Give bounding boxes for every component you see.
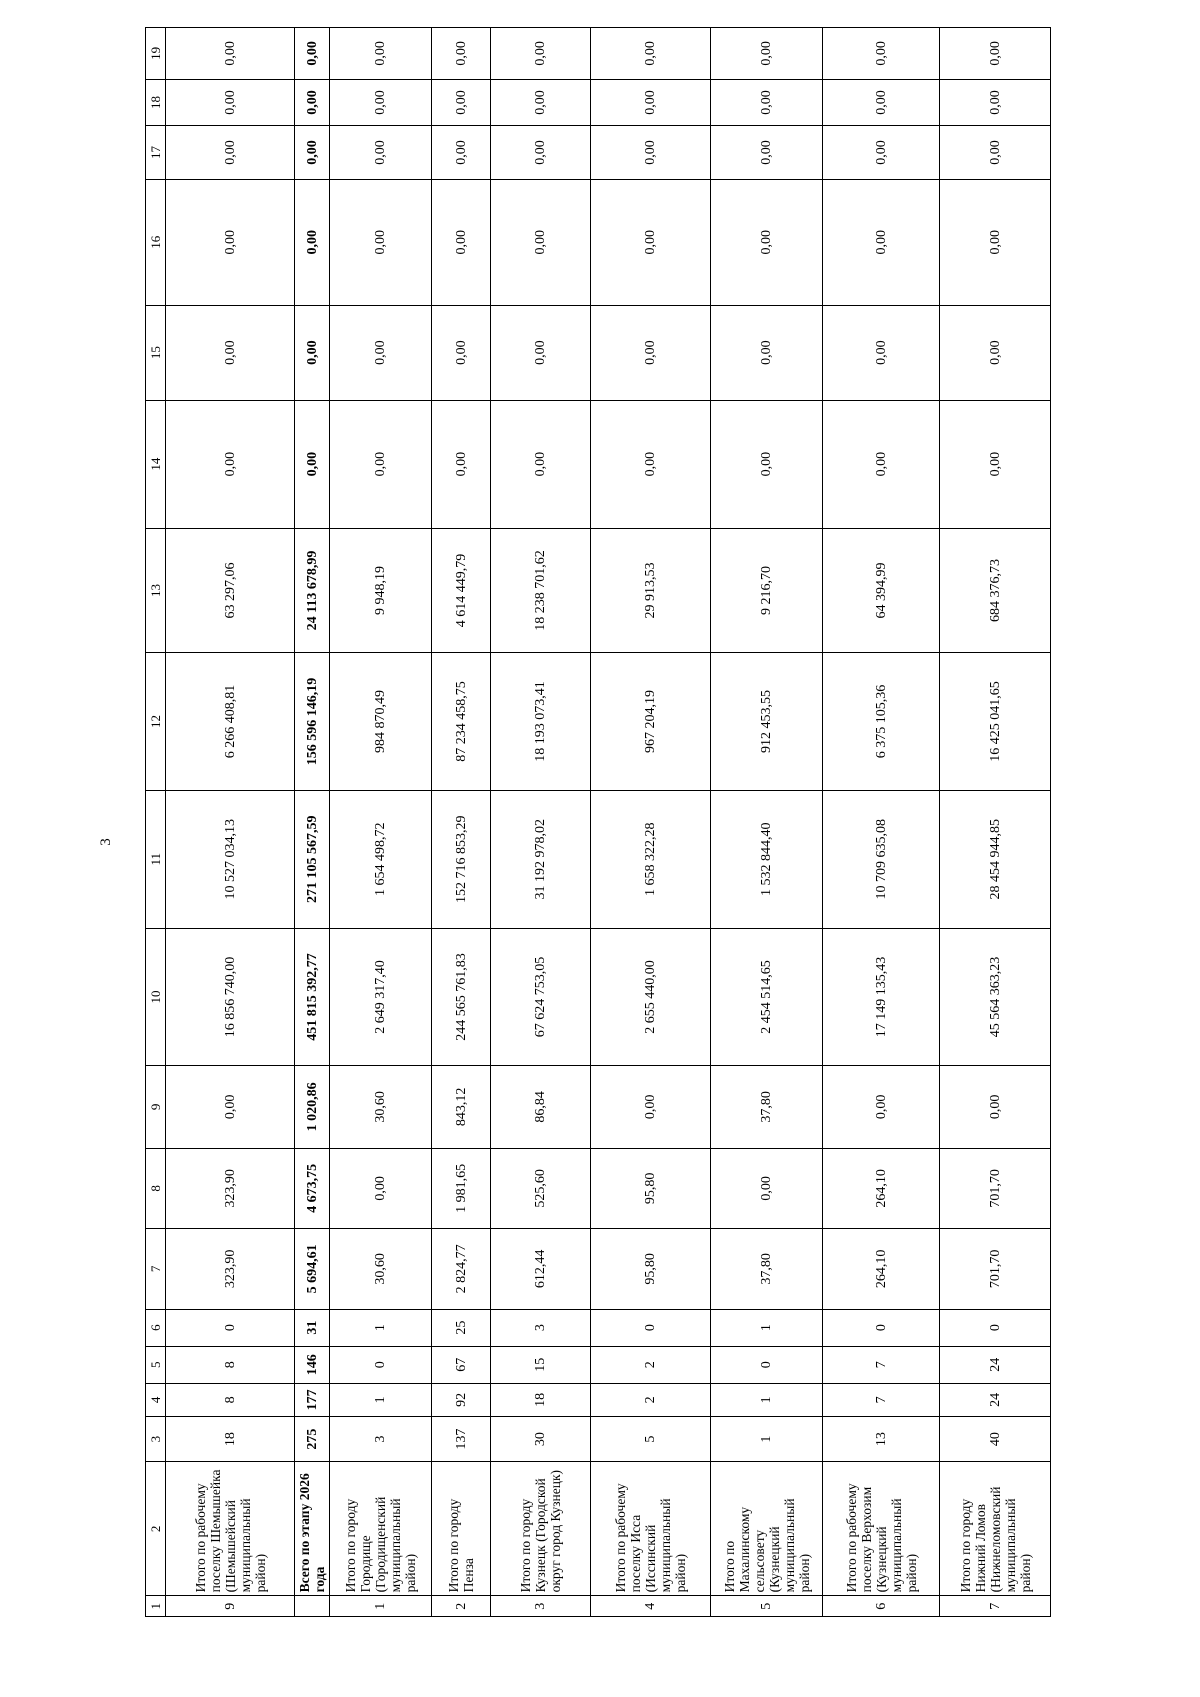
value-cell: 6 375 105,36 (823, 653, 940, 790)
value-cell: 9 948,19 (330, 528, 432, 653)
value-cell: 684 376,73 (940, 528, 1051, 653)
value-cell: 264,10 (823, 1148, 940, 1228)
value-cell: 5 (591, 1416, 711, 1461)
value-cell: 1 (711, 1416, 823, 1461)
value-cell: 37,80 (711, 1229, 823, 1309)
value-cell: 0,00 (295, 179, 330, 305)
value-cell: 0,00 (491, 305, 591, 400)
column-number: 13 (146, 528, 166, 653)
row-number-cell: 1 (330, 1596, 432, 1617)
row-label-cell: Итого по рабочему поселку Верхозим (Кузнецкий муниципальный район) (823, 1462, 940, 1596)
value-cell: 701,70 (940, 1229, 1051, 1309)
value-cell: 843,12 (432, 1066, 491, 1149)
row-label-cell: Итого по городу Нижний Ломов (Нижнеломовский муниципальный район) (940, 1462, 1051, 1596)
rotated-table-wrapper (145, 27, 1051, 1617)
value-cell: 0,00 (940, 179, 1051, 305)
page-number: 3 (98, 838, 114, 846)
value-cell: 1 981,65 (432, 1148, 491, 1228)
value-cell: 0,00 (940, 305, 1051, 400)
value-cell: 525,60 (491, 1148, 591, 1228)
column-number: 2 (146, 1462, 166, 1596)
row-number-cell: 2 (432, 1596, 491, 1617)
value-cell: 63 297,06 (166, 528, 295, 653)
value-cell: 0,00 (432, 126, 491, 180)
value-cell: 0,00 (330, 400, 432, 528)
value-cell: 0,00 (591, 79, 711, 125)
value-cell: 0,00 (823, 79, 940, 125)
value-cell: 8 (166, 1346, 295, 1383)
value-cell: 30,60 (330, 1066, 432, 1149)
column-number: 7 (146, 1229, 166, 1309)
value-cell: 0,00 (711, 1148, 823, 1228)
column-number: 16 (146, 179, 166, 305)
value-cell: 0,00 (330, 1148, 432, 1228)
value-cell: 24 (940, 1383, 1051, 1416)
column-number: 4 (146, 1383, 166, 1416)
value-cell: 24 113 678,99 (295, 528, 330, 653)
value-cell: 0,00 (330, 305, 432, 400)
value-cell: 2 824,77 (432, 1229, 491, 1309)
table-row (432, 28, 491, 1617)
row-number-cell: 4 (591, 1596, 711, 1617)
value-cell: 37,80 (711, 1066, 823, 1149)
column-number: 19 (146, 28, 166, 80)
value-cell: 146 (295, 1346, 330, 1383)
value-cell: 29 913,53 (591, 528, 711, 653)
value-cell: 0,00 (591, 305, 711, 400)
value-cell: 0,00 (711, 126, 823, 180)
value-cell: 0,00 (491, 179, 591, 305)
value-cell: 0 (940, 1309, 1051, 1346)
table-row (166, 28, 295, 1617)
column-number-row (146, 28, 166, 1617)
column-number: 5 (146, 1346, 166, 1383)
value-cell: 0,00 (166, 179, 295, 305)
value-cell: 2 649 317,40 (330, 928, 432, 1065)
column-number: 11 (146, 790, 166, 928)
table-row (491, 28, 591, 1617)
value-cell: 1 (330, 1309, 432, 1346)
value-cell: 40 (940, 1416, 1051, 1461)
value-cell: 0,00 (295, 305, 330, 400)
value-cell: 17 149 135,43 (823, 928, 940, 1065)
value-cell: 271 105 567,59 (295, 790, 330, 928)
value-cell: 86,84 (491, 1066, 591, 1149)
value-cell: 95,80 (591, 1229, 711, 1309)
value-cell: 0,00 (295, 400, 330, 528)
column-number: 18 (146, 79, 166, 125)
value-cell: 967 204,19 (591, 653, 711, 790)
table-row (940, 28, 1051, 1617)
column-number: 8 (146, 1148, 166, 1228)
value-cell: 1 (711, 1383, 823, 1416)
row-label-cell: Итого по рабочему поселку Шемышейка (Шемышейский муниципальный район) (166, 1462, 295, 1596)
table-body (146, 28, 1051, 1617)
value-cell: 0,00 (940, 126, 1051, 180)
table-row (711, 28, 823, 1617)
value-cell: 612,44 (491, 1229, 591, 1309)
value-cell: 64 394,99 (823, 528, 940, 653)
column-number: 14 (146, 400, 166, 528)
value-cell: 2 454 514,65 (711, 928, 823, 1065)
value-cell: 10 527 034,13 (166, 790, 295, 928)
value-cell: 0,00 (330, 179, 432, 305)
value-cell: 0,00 (591, 1066, 711, 1149)
column-number: 10 (146, 928, 166, 1065)
value-cell: 31 (295, 1309, 330, 1346)
column-number: 15 (146, 305, 166, 400)
value-cell: 0,00 (491, 79, 591, 125)
row-label-cell: Итого по городу Пенза (432, 1462, 491, 1596)
value-cell: 13 (823, 1416, 940, 1461)
value-cell: 156 596 146,19 (295, 653, 330, 790)
value-cell: 0 (166, 1309, 295, 1346)
value-cell: 7 (823, 1383, 940, 1416)
value-cell: 0,00 (432, 305, 491, 400)
value-cell: 0,00 (823, 305, 940, 400)
column-number: 17 (146, 126, 166, 180)
value-cell: 0 (711, 1346, 823, 1383)
value-cell: 0,00 (295, 28, 330, 80)
value-cell: 0,00 (711, 179, 823, 305)
row-number-cell: 9 (166, 1596, 295, 1617)
value-cell: 1 (711, 1309, 823, 1346)
value-cell: 152 716 853,29 (432, 790, 491, 928)
value-cell: 0,00 (823, 179, 940, 305)
value-cell: 0,00 (432, 79, 491, 125)
value-cell: 67 624 753,05 (491, 928, 591, 1065)
value-cell: 0,00 (330, 126, 432, 180)
row-number-cell: 7 (940, 1596, 1051, 1617)
value-cell: 7 (823, 1346, 940, 1383)
value-cell: 0,00 (940, 28, 1051, 80)
value-cell: 323,90 (166, 1148, 295, 1228)
value-cell: 18 193 073,41 (491, 653, 591, 790)
value-cell: 4 614 449,79 (432, 528, 491, 653)
value-cell: 67 (432, 1346, 491, 1383)
value-cell: 0,00 (711, 400, 823, 528)
row-label-cell: Итого по городу Городище (Городищенский муниципальный район) (330, 1462, 432, 1596)
value-cell: 1 532 844,40 (711, 790, 823, 928)
row-number-cell: 3 (491, 1596, 591, 1617)
value-cell: 0,00 (823, 1066, 940, 1149)
value-cell: 9 216,70 (711, 528, 823, 653)
row-label-cell: Итого по рабочему поселку Исса (Иссинский муниципальный район) (591, 1462, 711, 1596)
value-cell: 0,00 (940, 1066, 1051, 1149)
row-label-cell: Всего по этапу 2026 года (295, 1462, 330, 1596)
column-number: 9 (146, 1066, 166, 1149)
value-cell: 0,00 (823, 28, 940, 80)
value-cell: 1 654 498,72 (330, 790, 432, 928)
value-cell: 8 (166, 1383, 295, 1416)
data-table (145, 27, 1051, 1617)
value-cell: 912 453,55 (711, 653, 823, 790)
value-cell: 87 234 458,75 (432, 653, 491, 790)
value-cell: 24 (940, 1346, 1051, 1383)
value-cell: 2 655 440,00 (591, 928, 711, 1065)
value-cell: 137 (432, 1416, 491, 1461)
value-cell: 2 (591, 1346, 711, 1383)
value-cell: 30 (491, 1416, 591, 1461)
value-cell: 0,00 (591, 126, 711, 180)
value-cell: 5 694,61 (295, 1229, 330, 1309)
value-cell: 0,00 (166, 1066, 295, 1149)
value-cell: 16 856 740,00 (166, 928, 295, 1065)
row-label-cell: Итого по Махалинскому сельсовету (Кузнецкий муниципальный район) (711, 1462, 823, 1596)
value-cell: 0,00 (491, 400, 591, 528)
value-cell: 31 192 978,02 (491, 790, 591, 928)
row-number-cell: 6 (823, 1596, 940, 1617)
value-cell: 1 020,86 (295, 1066, 330, 1149)
value-cell: 984 870,49 (330, 653, 432, 790)
column-number: 6 (146, 1309, 166, 1346)
column-number: 1 (146, 1596, 166, 1617)
value-cell: 3 (491, 1309, 591, 1346)
value-cell: 18 (166, 1416, 295, 1461)
value-cell: 0 (823, 1309, 940, 1346)
value-cell: 25 (432, 1309, 491, 1346)
value-cell: 0,00 (432, 400, 491, 528)
value-cell: 0,00 (166, 400, 295, 528)
value-cell: 0,00 (166, 305, 295, 400)
value-cell: 1 658 322,28 (591, 790, 711, 928)
value-cell: 0,00 (711, 28, 823, 80)
value-cell: 0,00 (166, 28, 295, 80)
value-cell: 0,00 (295, 126, 330, 180)
value-cell: 0 (591, 1309, 711, 1346)
value-cell: 6 266 408,81 (166, 653, 295, 790)
value-cell: 0,00 (491, 126, 591, 180)
value-cell: 30,60 (330, 1229, 432, 1309)
value-cell: 264,10 (823, 1229, 940, 1309)
value-cell: 0,00 (432, 28, 491, 80)
value-cell: 18 238 701,62 (491, 528, 591, 653)
value-cell: 323,90 (166, 1229, 295, 1309)
value-cell: 0,00 (166, 79, 295, 125)
value-cell: 3 (330, 1416, 432, 1461)
value-cell: 1 (330, 1383, 432, 1416)
column-number: 12 (146, 653, 166, 790)
value-cell: 0,00 (823, 400, 940, 528)
value-cell: 0 (330, 1346, 432, 1383)
value-cell: 0,00 (432, 179, 491, 305)
table-row (591, 28, 711, 1617)
value-cell: 4 673,75 (295, 1148, 330, 1228)
value-cell: 0,00 (491, 28, 591, 80)
value-cell: 18 (491, 1383, 591, 1416)
table-row (330, 28, 432, 1617)
value-cell: 2 (591, 1383, 711, 1416)
table-row (295, 28, 330, 1617)
value-cell: 0,00 (330, 28, 432, 80)
value-cell: 28 454 944,85 (940, 790, 1051, 928)
value-cell: 92 (432, 1383, 491, 1416)
value-cell: 275 (295, 1416, 330, 1461)
value-cell: 0,00 (591, 28, 711, 80)
value-cell: 0,00 (295, 79, 330, 125)
value-cell: 0,00 (330, 79, 432, 125)
value-cell: 16 425 041,65 (940, 653, 1051, 790)
value-cell: 244 565 761,83 (432, 928, 491, 1065)
value-cell: 45 564 363,23 (940, 928, 1051, 1065)
value-cell: 0,00 (711, 79, 823, 125)
row-number-cell (295, 1596, 330, 1617)
value-cell: 0,00 (940, 400, 1051, 528)
value-cell: 0,00 (166, 126, 295, 180)
value-cell: 95,80 (591, 1148, 711, 1228)
value-cell: 0,00 (711, 305, 823, 400)
table-row (823, 28, 940, 1617)
value-cell: 0,00 (823, 126, 940, 180)
column-number: 3 (146, 1416, 166, 1461)
value-cell: 15 (491, 1346, 591, 1383)
value-cell: 177 (295, 1383, 330, 1416)
value-cell: 701,70 (940, 1148, 1051, 1228)
value-cell: 0,00 (591, 179, 711, 305)
value-cell: 0,00 (591, 400, 711, 528)
row-label-cell: Итого по городу Кузнецк (Городской округ город Кузнецк) (491, 1462, 591, 1596)
value-cell: 10 709 635,08 (823, 790, 940, 928)
value-cell: 0,00 (940, 79, 1051, 125)
value-cell: 451 815 392,77 (295, 928, 330, 1065)
row-number-cell: 5 (711, 1596, 823, 1617)
